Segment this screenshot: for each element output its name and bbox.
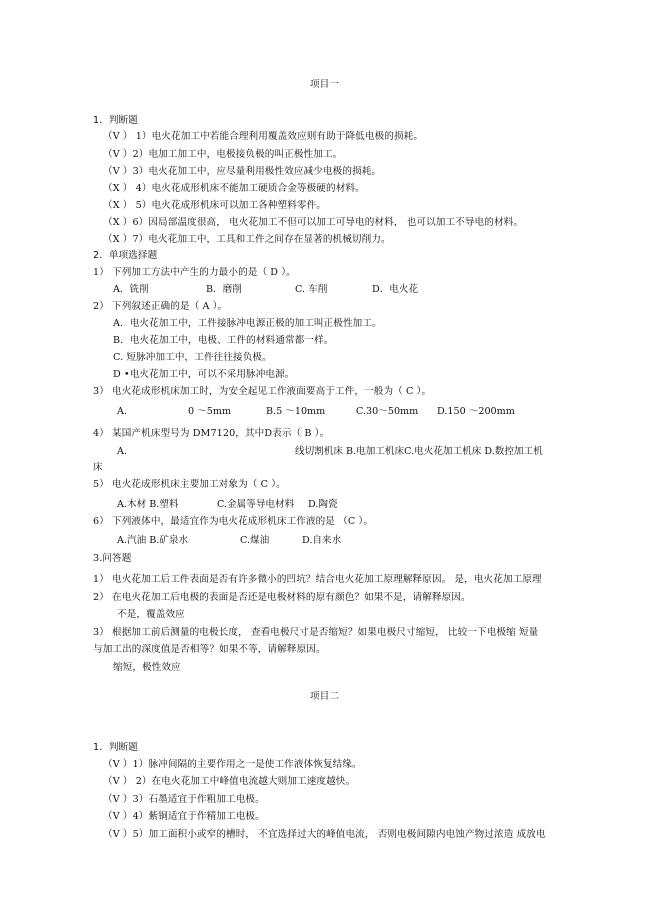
question-2: 2） 下列叙述正确的是（ A ）。 [93,301,228,312]
option: B.5 ～10mm [266,406,326,417]
qa-2: 2） 在电火花加工后电极的表面是否还是电极材料的原有颜色？如果不是，请解释原因。 [93,592,471,603]
judgement-item: （V ）1）脉冲间隔的主要作用之一是使工作液体恢复结缘。 [103,759,362,770]
question-5: 5） 电火花成形机床主要加工对象为（ C ）。 [93,479,286,490]
judgement-item: （X ）7）电火花加工中，工具和工件之间存在显著的机械切削力。 [103,234,391,245]
qa-3-answer: 缩短，极性效应 [113,662,181,673]
judgement-item: （X ） 4）电火花成形机床不能加工硬质合金等极硬的材料。 [103,183,365,194]
option: A.汽油 B.矿泉水 [117,535,189,546]
option: A．铣削 [113,284,149,295]
option: B．磨削 [206,284,242,295]
question-1: 1） 下列加工方法中产生的力最小的是（ D ）。 [93,267,296,278]
question-3: 3） 电火花成形机床加工时，为安全起见工作液面要高于工件，一般为（ C ）。 [93,386,432,397]
project1-title: 项目一 [309,79,340,90]
project2-section1-heading: 1．判断题 [93,742,138,753]
section2-heading: 2．单项选择题 [93,250,158,261]
option: C. 车削 [295,284,328,295]
question-4-continued: 床 [93,462,103,473]
section1-heading: 1．判断题 [93,115,138,126]
judgement-item: （V ）3）电火花加工中，应尽量利用极性效应减少电极的损耗。 [103,166,382,177]
option: D.150 ～200mm [437,406,515,417]
question-6: 6） 下列液体中，最适宜作为电火花成形机床工作液的是 （C ）。 [93,516,374,527]
judgement-item: （V ）4）紫铜适宜于作精加工电极。 [103,811,265,822]
option: 线切割机床 B.电加工机床C.电火花加工机床 D.数控加工机 [295,446,543,457]
question-4: 4） 某国产机床型号为 DM7120，其中D表示（ B ）。 [93,428,330,439]
judgement-item: （V ）3）石墨适宜于作粗加工电极。 [103,794,265,805]
option: C. 短脉冲加工中，工件往往接负极。 [113,352,272,363]
option: D •电火花加工中，可以不采用脉冲电源。 [113,369,295,380]
option: C.煤油 [240,535,270,546]
judgement-item: （V ）2）电加工加工中，电极接负极的叫正极性加工。 [103,149,343,160]
option: D.陶瓷 [308,499,338,510]
option: B．电火花加工中，电极、工件的材料通常都一样。 [113,335,334,346]
option: A.木材 B.塑料 [117,499,179,510]
option: C.30～50mm [356,406,419,417]
qa-3: 3） 根据加工前后测量的电极长度， 查看电极尺寸是否缩短？如果电极尺寸缩短， 比较一下电极缩 短量 [93,627,539,638]
judgement-item: （X ）6）因局部温度很高， 电火花加工不但可以加工可导电的材料， 也可以加工不导电的材料。 [103,217,524,228]
judgement-item: （X ） 5）电火花成形机床可以加工各种塑料零件。 [103,200,327,211]
judgement-item: （V ） 2）在电火花加工中峰值电流越大则加工速度越快。 [103,776,356,787]
qa-2-answer: 不是，覆盖效应 [117,609,185,620]
project2-title: 项目二 [309,691,340,702]
qa-3-continued: 与加工出的深度值是否相等？如果不等，请解释原因。 [93,644,326,655]
judgement-item: （V ） 1）电火花加工中若能合理利用覆盖效应则有助于降低电极的损耗。 [103,131,424,142]
option: D．电火花 [372,284,419,295]
option: A. [117,446,127,457]
option: 0 ～5mm [188,406,232,417]
option: C.金属等导电材料 [217,499,295,510]
judgement-item: （V ）5）加工面积小或窄的槽时， 不宜选择过大的峰值电流， 否则电极间隙内电蚀产物过浓造 成放电 [103,829,546,840]
qa-1: 1） 电火花加工后工件表面是否有许多微小的凹坑？结合电火花加工原理解释原因。 是，电火花加工原理 [93,574,542,585]
section3-heading: 3.问答题 [93,553,132,564]
option: A．电火花加工中，工件接脉冲电源正极的加工叫正极性加工。 [113,318,382,329]
option: A. [117,406,127,417]
option: D.自来水 [302,535,342,546]
